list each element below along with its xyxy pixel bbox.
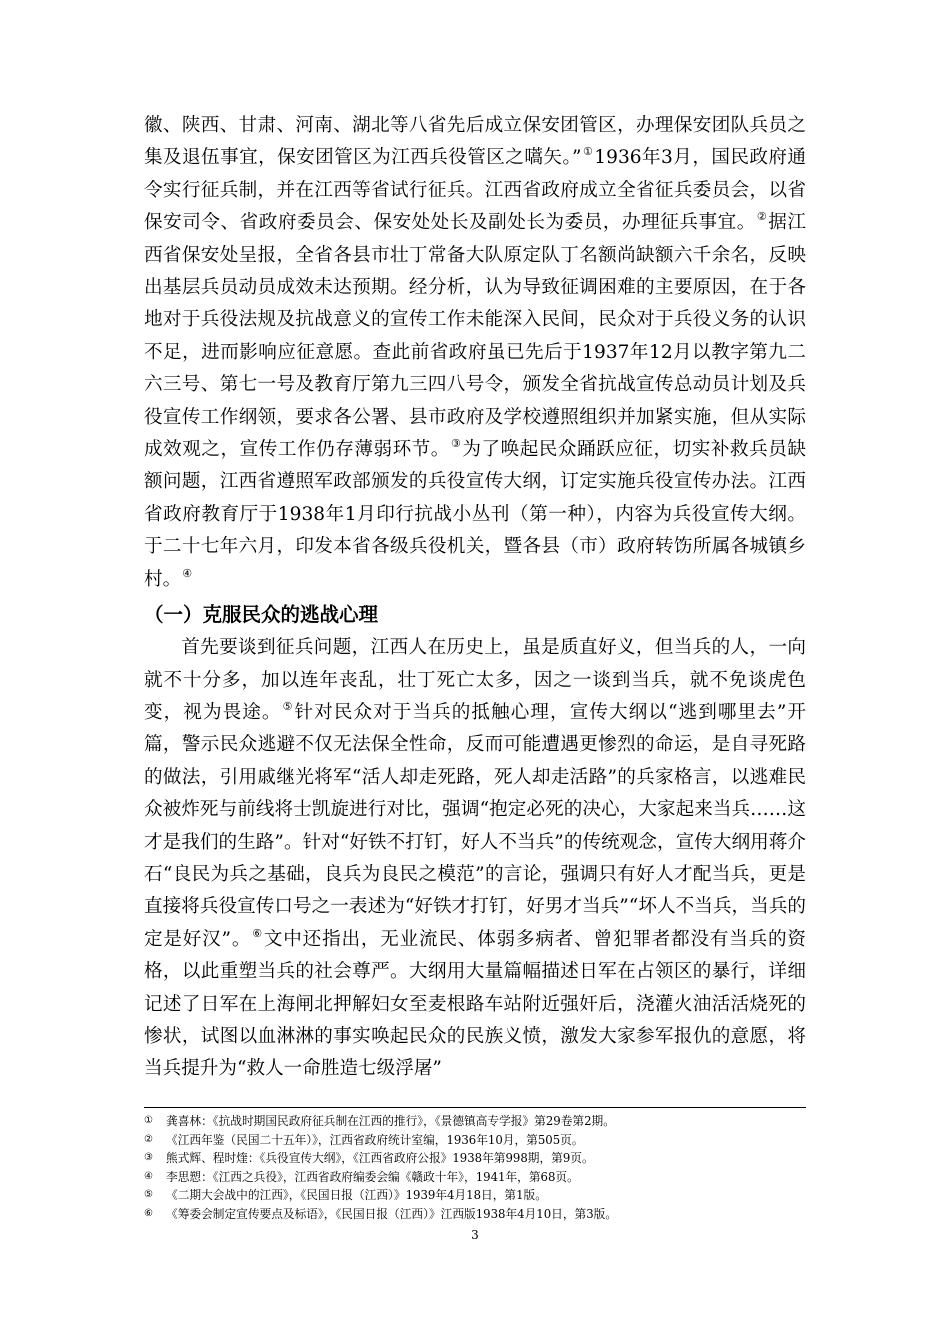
footnote-text: 李思愬：《江西之兵役》，江西省政府编委会编《赣政十年》，1941年，第68页。: [166, 1169, 579, 1184]
footnote-mark: ③: [144, 1152, 153, 1164]
footnote-text: 《江西年鉴（民国二十五年）》，江西省政府统计室编，1936年10月，第505页。: [166, 1132, 584, 1147]
body-text: [144, 110, 806, 1086]
footnote-1: [144, 1112, 806, 1131]
footnote-3: [144, 1149, 806, 1168]
footnote-ref-1[interactable]: ①: [582, 145, 594, 159]
text-run: 针对民众对于当兵的抵触心理，宣传大纲以“逃到哪里去”开篇，警示民众逃避不仅无法保全性命，反而可能遭遇更惨烈的命运，是自寻死路的做法，引用戚继光将军“活人却走死路，死人却走活路”的兵家格言，以逃难民众被炸死与前线将士凯旋进行对比，强调“抱定必死的决心，大家起来当兵……这才是我们的生路”。针对“好铁不打钉，好人不当兵”的传统观念，宣传大纲用蒋介石“良民为兵之基础，良兵为良民之模范”的言论，强调只有好人才配当兵，更是直接将兵役宣传口号之一表述为“好铁才打钉，好男才当兵”“坏人不当兵，当兵的定是好汉”。: [144, 701, 806, 950]
section-heading: （一）克服民众的逃战心理: [144, 603, 379, 627]
text-run: 首先要谈到征兵问题，江西人在历史上，虽是质直好义，但当兵的人，一向就不十分多，加以连年丧乱，壮丁死亡太多，因之一谈到当兵，就不免谈虎色变，视为畏途。: [144, 637, 806, 723]
footnote-ref-4[interactable]: ④: [182, 566, 193, 580]
footnote-text: 《二期大会战中的江西》，《民国日报（江西）》1939年4月18日，第1版。: [166, 1188, 547, 1203]
footnote-text: 龚喜林：《抗战时期国民政府征兵制在江西的推行》，《景德镇高专学报》第29卷第2期。: [166, 1114, 615, 1128]
footnote-mark: ②: [144, 1133, 153, 1145]
footnote-mark: ①: [144, 1115, 153, 1126]
text-run: 文中还指出，无业流民、体弱多病者、曾犯罪者都没有当兵的资格，以此重塑当兵的社会尊严。大纲用大量篇幅描述日军在占领区的暴行，详细记述了日军在上海闸北押解妇女至麦根路车站附近强奸后，浇灌火油活活烧死的惨状，试图以血淋淋的事实唤起民众的民族义愤，激发大家参军报仇的意愿，将当兵提升为“救人一命胜造七级浮屠”: [144, 928, 806, 1080]
footnote-5: [144, 1186, 806, 1205]
paragraph-1: [144, 110, 806, 596]
footnote-mark: ⑤: [144, 1189, 153, 1201]
footnote-6: [144, 1205, 806, 1224]
page-number: 3: [471, 1228, 479, 1242]
footnote-ref-3[interactable]: ③: [450, 437, 462, 451]
text-run: 1936年3月，国民政府通令实行征兵制，并在江西等省试行征兵。江西省政府成立全省征兵委员会，以省保安司令、省政府委员会、保安处处长及副处长为委员，办理征兵事宜。: [144, 147, 806, 234]
footnote-ref-5[interactable]: ⑤: [282, 699, 294, 713]
footnote-ref-6[interactable]: ⑥: [252, 926, 263, 940]
footnotes: [144, 1107, 806, 1224]
footnote-ref-2[interactable]: ②: [756, 210, 768, 224]
footnote-mark: ④: [144, 1170, 153, 1182]
footnote-2: [144, 1131, 806, 1150]
footnote-4: [144, 1168, 806, 1187]
text-run: 为了唤起民众踊跃应征，切实补救兵员缺额问题，江西省遵照军政部颁发的兵役宣传大纲，订定实施兵役宣传办法。江西省政府教育厅于1938年1月印行抗战小丛刊（第一种），内容为兵役宣传大纲。于二十七年六月，印发本省各级兵役机关，暨各县（市）政府转饬所属各城镇乡村。: [144, 439, 806, 590]
footnote-text: 熊式辉、程时煃：《兵役宣传大纲》，《江西省政府公报》1938年第998期，第9页。: [166, 1151, 594, 1166]
footnote-text: 《筹委会制定宣传要点及标语》，《民国日报（江西）》江西版1938年4月10日，第3版。: [166, 1206, 618, 1221]
footnote-mark: ⑥: [144, 1207, 153, 1219]
paragraph-2: [144, 632, 806, 1086]
text-run: 据江西省保安处呈报，全省各县市壮丁常备大队原定队丁名额尚缺额六千余名，反映出基层兵员动员成效未达预期。经分析，认为导致征调困难的主要原因，在于各地对于兵役法规及抗战意义的宣传工作未能深入民间，民众对于兵役义务的认识不足，进而影响应征意愿。查此前省政府虽已先后于1937年12月以教字第九二六三号、第七一号及教育厅第九三四八号令，颁发全省抗战宣传总动员计划及兵役宣传工作纲领，要求各公署、县市政府及学校遵照组织并加紧实施，但从实际成效观之，宣传工作仍存薄弱环节。: [144, 212, 806, 461]
text-run: 徽、陕西、甘肃、河南、湖北等八省先后成立保安团管区，办理保安团队兵员之集及退伍事宜，保安团管区为江西兵役管区之嚆矢。”: [144, 115, 806, 169]
